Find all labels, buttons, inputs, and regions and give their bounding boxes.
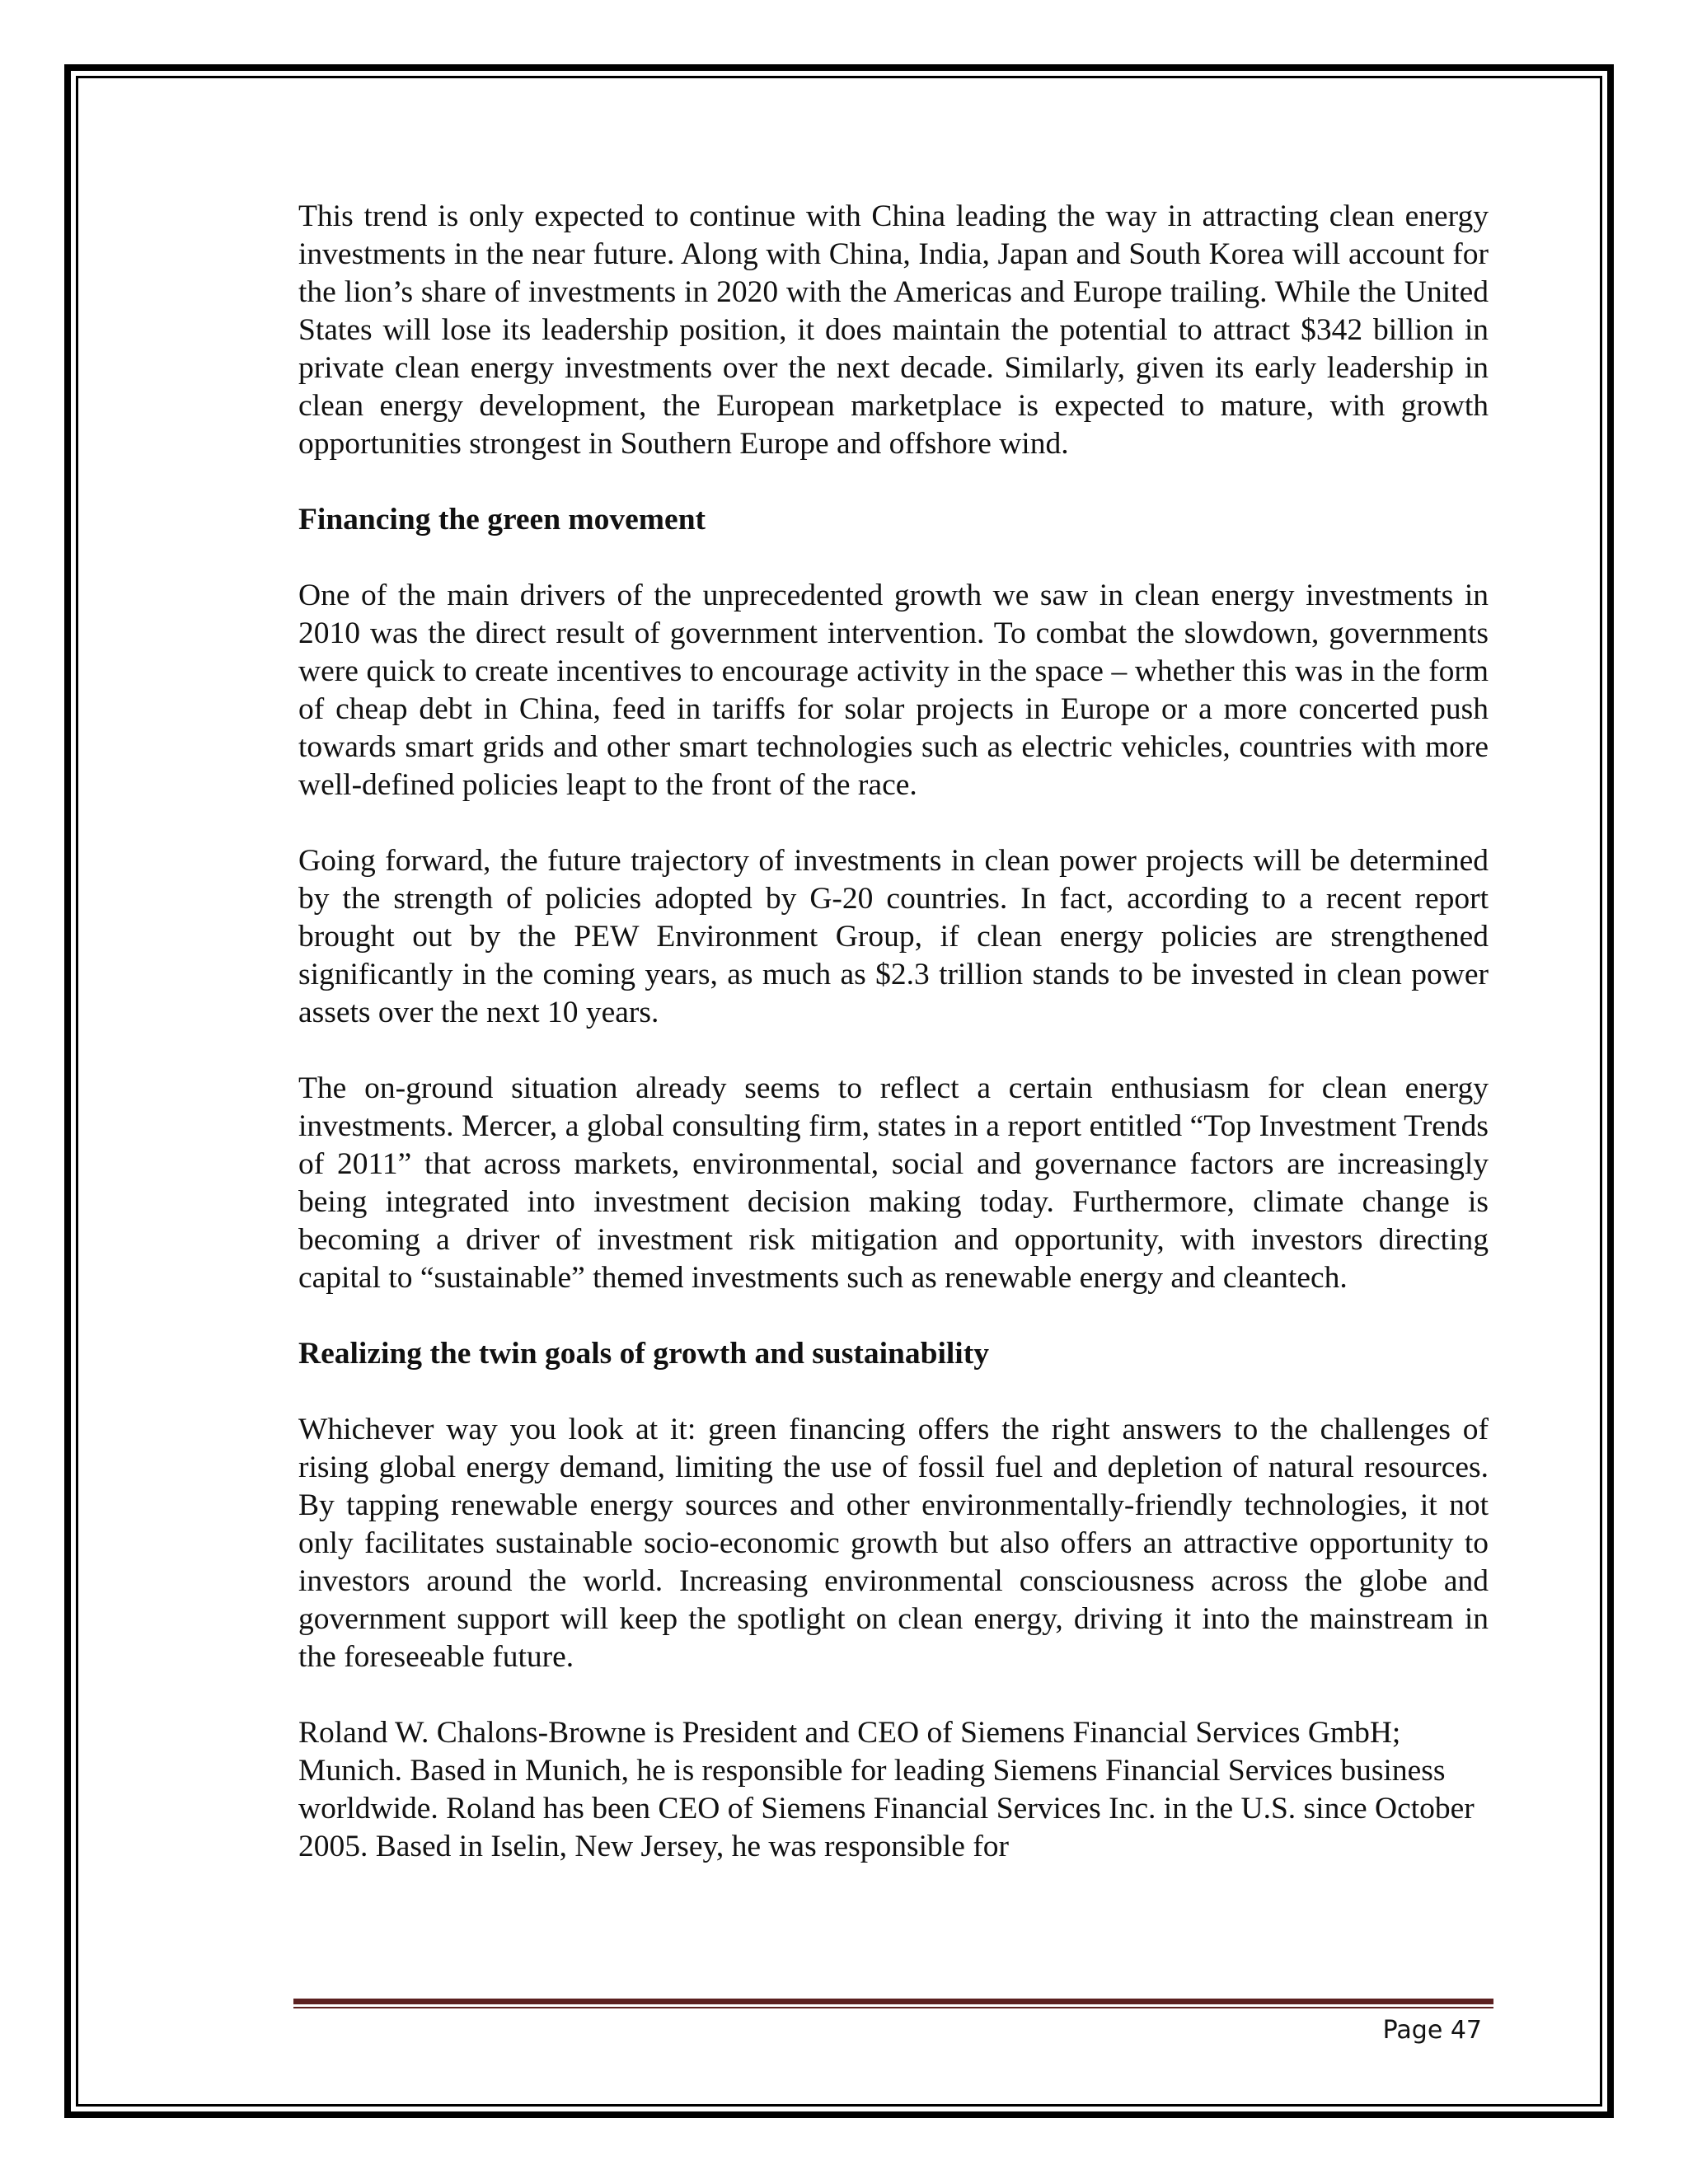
footer-rule [293, 1999, 1493, 2004]
paragraph-drivers: One of the main drivers of the unprecedented growth we saw in clean energy investments in 2010 was the direct result of government intervention. To combat the slowdown, governments were quick to create incentives to encourage activity in the space – whether this was in the form of cheap debt in China, feed in tariffs for solar projects in Europe or a more concerted push towards smart grids and other smart technologies such as electric vehicles, countries with more well-defined policies leapt to the front of the race. [298, 579, 1489, 802]
paragraph-author-bio: Roland W. Chalons-Browne is President and CEO of Siemens Financial Services GmbH; Munich. Based in Munich, he is responsible for leading Siemens Financial Services business worldwide. Roland has been CEO of Siemens Financial Services Inc. in the U.S. since October 2005. Based in Iselin, New Jersey, he was responsible for [298, 1716, 1475, 1863]
paragraph-whichever: Whichever way you look at it: green financing offers the right answers to the challenges of rising global energy demand, limiting the use of fossil fuel and depletion of natural resources. By tapping renewable energy sources and other environmentally-friendly technologies, it not only facilitates sustainable socio-economic growth but also offers an attractive opportunity to investors around the world. Increasing environmental consciousness across the globe and government support will keep the spotlight on clean energy, driving it into the mainstream in the foreseeable future. [298, 1413, 1489, 1674]
footer-rule-thin [293, 2007, 1493, 2008]
paragraph-going-forward: Going forward, the future trajectory of investments in clean power projects will be determined by the strength of policies adopted by G-20 countries. In fact, according to a recent report brought out by the PEW Environment Group, if clean energy policies are strengthened significantly in the coming years, as much as $2.3 trillion stands to be invested in clean power assets over the next 10 years. [298, 844, 1489, 1029]
page-number: Page 47 [1382, 2016, 1482, 2045]
paragraph-on-ground: The on-ground situation already seems to reflect a certain enthusiasm for clean energy investments. Mercer, a global consulting firm, states in a report entitled “Top Investment Trends of 2011” that across markets, environmental, social and governance factors are increasingly being integrated into investment decision making today. Furthermore, climate change is becoming a driver of investment risk mitigation and opportunity, with investors directing capital to “sustainable” themed investments such as renewable energy and cleantech. [298, 1071, 1489, 1295]
paragraph-trend: This trend is only expected to continue with China leading the way in attracting clean energy investments in the near future. Along with China, India, Japan and South Korea will account for the lion’s share of investments in 2020 with the Americas and Europe trailing. While the United States will lose its leadership position, it does maintain the potential to attract $342 billion in private clean energy investments over the next decade. Similarly, given its early leadership in clean energy development, the European marketplace is expected to mature, with growth opportunities strongest in Southern Europe and offshore wind. [298, 199, 1489, 461]
page-body [298, 198, 1489, 1866]
heading-twin-goals: Realizing the twin goals of growth and sustainability [298, 1337, 989, 1371]
heading-financing: Financing the green movement [298, 503, 706, 537]
